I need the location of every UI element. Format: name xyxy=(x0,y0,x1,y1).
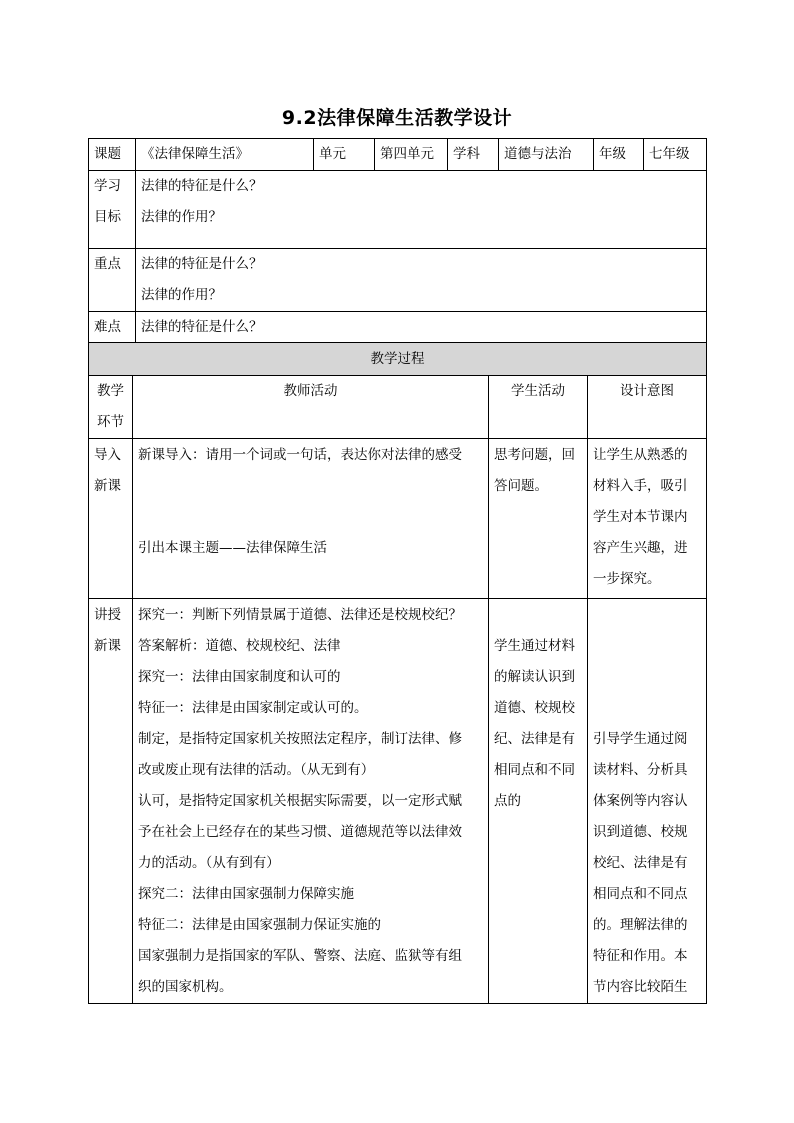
topic-value: 《法律保障生活》 xyxy=(136,139,314,171)
goals-row xyxy=(89,171,707,249)
lesson-stage: 讲授 新课 xyxy=(89,599,133,1004)
intro-design: 让学生从熟悉的 材料入手，吸引 学生对本节课内 容产生兴趣，进 一步探究。 xyxy=(588,439,707,599)
difficulty-row xyxy=(89,312,707,344)
grade-value: 七年级 xyxy=(644,139,707,171)
lesson-design: 引导学生通过阅 读材料、分析具 体案例等内容认 识到道德、校规 校纪、法律是有 相同点和不同点 的。理解法律的 特征和作用。本 节内容比较陌生 xyxy=(588,599,707,1004)
info-row xyxy=(89,139,707,171)
unit-label: 单元 xyxy=(314,139,375,171)
subject-value: 道德与法治 xyxy=(499,139,594,171)
process-header: 教学过程 xyxy=(89,343,707,376)
document-title: 9.2法律保障生活教学设计 xyxy=(281,107,513,129)
lesson-row xyxy=(89,599,707,1004)
intro-teacher: 新课导入：请用一个词或一句话，表达你对法律的感受 引出本课主题——法律保障生活 xyxy=(133,439,489,599)
col-student-header: 学生活动 xyxy=(489,376,588,439)
subject-label: 学科 xyxy=(448,139,499,171)
lesson-student: 学生通过材料 的解读认识到 道德、校规校 纪、法律是有 相同点和不同 点的 xyxy=(489,599,588,1004)
key-points-content: 法律的特征是什么？ 法律的作用？ xyxy=(136,249,707,312)
goals-content: 法律的特征是什么？ 法律的作用？ xyxy=(136,171,707,249)
process-table xyxy=(88,342,707,1004)
key-points-label: 重点 xyxy=(89,249,136,312)
col-teacher-header: 教师活动 xyxy=(133,376,489,439)
col-design-header: 设计意图 xyxy=(588,376,707,439)
goals-label: 学习 目标 xyxy=(89,171,136,249)
process-columns-row xyxy=(89,376,707,439)
info-table xyxy=(88,138,707,344)
grade-label: 年级 xyxy=(594,139,644,171)
unit-value: 第四单元 xyxy=(375,139,448,171)
topic-label: 课题 xyxy=(89,139,136,171)
intro-row xyxy=(89,439,707,599)
difficulty-content: 法律的特征是什么？ xyxy=(136,312,707,344)
col-stage-header: 教学 环节 xyxy=(89,376,133,439)
lesson-teacher: 探究一：判断下列情景属于道德、法律还是校规校纪？ 答案解析：道德、校规校纪、法律 探究一：法律由国家制度和认可的 特征一：法律是由国家制定或认可的。 制定，是指特定国家机关按照法定程序，制订法律、修 改或废止现有法律的活动。（从无到有） 认可，是指特定国家机关根据实际需要，以一定形式赋 予在社会上已经存在的某些习惯、道德规范等以法律效 力的活动。（从有到有） 探究二：法律由国家强制力保障实施 特征二：法律是由国家强制力保证实施的 国家强制力是指国家的军队、警察、法庭、监狱等有组 织的国家机构。 xyxy=(133,599,489,1004)
intro-stage: 导入 新课 xyxy=(89,439,133,599)
key-points-row xyxy=(89,249,707,312)
process-header-row xyxy=(89,343,707,376)
intro-student: 思考问题，回 答问题。 xyxy=(489,439,588,599)
difficulty-label: 难点 xyxy=(89,312,136,344)
